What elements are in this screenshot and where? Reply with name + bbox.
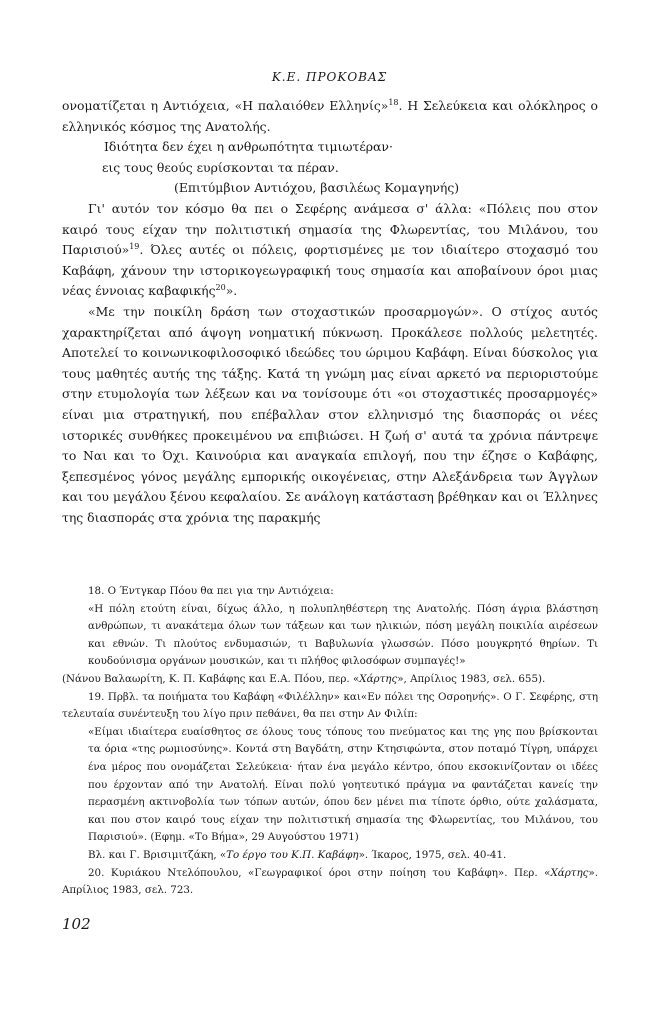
footnote-18: 18. Ο Έντγκαρ Πόου θα πει για την Αντιόχεια: (88, 585, 334, 597)
paragraph-3: «Με την ποικίλη δράση των στοχαστικών προσαρμογών». Ο στίχος αυτός χαρακτηρίζεται από άψογη νοηματική πύκνωση. Προκάλεσε πολλούς μελετητές. Αποτελεί το κοινωνικοφιλοσοφικό ιδεώδες του ώριμου Καβάφη. Είναι δύσκολος για τους μαθητές αυτής της τάξης. Κατά τη γνώμη μας είναι αρκετό να περιοριστούμε στην ετυμολογία των λέξεων και να τονίσουμε ότι «οι στοχαστικές προσαρμογές» είναι μια στρατηγική, που επέβαλλαν στον ελληνισμό της διασποράς οι νέες ιστορικές συνθήκες προκειμένου να επιβιώσει. Η ζωή σ' αυτά τα χρόνια πάντρεψε το Ναι και το Όχι. Καινούρια και αναγκαία επιλογή, που την έζησε ο Καβάφης, ξεπεσμένος γόνος μεγάλης εμπορικής οικογένειας, στην Αλεξάνδρεια των Άγγλων και του μεγάλου ξένου κεφαλαίου. Σε ανάλογη κατάσταση βρέθηκαν και οι Έλληνες της διασποράς στα χρόνια της παρακμής (62, 303, 598, 525)
running-header: Κ.Ε. ΠΡΟΚΟΒΑΣ (271, 70, 388, 84)
verse-attribution: (Επιτύμβιον Αντιόχου, βασιλέως Κομαγηνής) (174, 180, 460, 196)
footnote-ref-20[interactable]: 20 (215, 283, 226, 293)
footnote-19-quote: «Είμαι ιδιαίτερα ευαίσθητος σε όλους τους τόπους του πνεύματος και της γης που βρίσκονται τα όρια «της ρωμιοσύνης». Κοντά στη Βαγδάτη, στην Κτησιφώντα, στον ποταμό Τίγρη, υπάρχει ένα μέρος που ονομάζεται Σελεύκεια· ήταν ένα μεγάλο κέντρο, όπου εκσοκινίζονταν οι ιδέες που έρχονταν από την Ανατολή. Είναι πολύ γοητευτικό πράγμα να φαντάζεται κανείς την περασμένη ακτινοβολία των τόπων αυτών, όπου δεν μένει πια τίποτε όρθιο, ούτε χαλάσματα, και που στον καιρό τους είχαν την πολιτιστική σημασία της Φλωρεντίας, του Μιλάνου, του Παρισιού». (Εφημ. «Το Βήμα», 29 Αυγούστου 1971) (88, 725, 598, 844)
footnote-18-quote: «Η πόλη ετούτη είναι, δίχως άλλο, η πολυπληθέστερη της Ανατολής. Πόση άγρια βλάστηση ανθρώπων, τι ανακάτεμα όλων των τάξεων και των ηλικιών, πόση μεγάλη ποικιλία αιρέσεων και εθνών. Τι πλούτος ενδυμασιών, τι Βαβυλωνία γλωσσών. Πόσο μουγκρητό θηρίων. Τι κουδούνισμα οργάνων μουσικών, και τι πλήθος φιλοσόφων συμπαγές!» (88, 602, 598, 668)
footnote-ref-18[interactable]: 18 (388, 97, 399, 107)
verse-line-1: Ιδιότητα δεν έχει η ανθρωπότητα τιμιωτέραν· (104, 139, 393, 155)
main-text (62, 96, 598, 528)
paragraph-1: ονοματίζεται η Αντιόχεια, «Η παλαιόθεν Ελληνίς»$^{18}$. Η Σελεύκεια και ολόκληρος ο ελληνικός κόσμος της Ανατολής. (62, 97, 598, 134)
footnote-20: 20. Κυριάκου Ντελόπουλου, «Γεωγραφικοί όροι στην ποίηση του Καβάφη». Περ. «Χάρτης». Απρίλιος 1983, σελ. 723. (62, 866, 598, 897)
paragraph-2: Γι' αυτόν τον κόσμο θα πει ο Σεφέρης ανάμεσα σ' άλλα: «Πόλεις που στον καιρό τους είχαν την πολιτιστική σημασία της Φλωρεντίας, του Μιλάνου, του Παρισιού»$^{19}$. Όλες αυτές οι πόλεις, φορτισμένες με τον ιδιαίτερο στοχασμό του Καβάφη, χάνουν την ιστορικογεωγραφική τους σημασία και αποβαίνουν όροι μιας νέας έννοιας καβαφικής$^{20}$». (62, 200, 598, 299)
footnote-19: 19. Πρβλ. τα ποιήματα του Καβάφη «Φιλέλλην» και«Εν πόλει της Οσροηνής». Ο Γ. Σεφέρης, στη τελευταία συνέντευξη του λίγο πριν πεθάνει, θα πει στην Αν Φιλίπ: (62, 690, 598, 721)
footnotes (62, 583, 598, 900)
footnote-18-source: (Νάνου Βαλαωρίτη, Κ. Π. Καβάφης και Ε.Α. Πόου, περ. «Χάρτης», Απρίλιος 1983, σελ. 655). (62, 672, 546, 685)
footnote-19-reference: Βλ. και Γ. Βρισιμιτζάκη, «Το έργο του Κ.Π. Καβάφη». Ίκαρος, 1975, σελ. 40-41. (88, 848, 507, 861)
footnote-ref-19[interactable]: 19 (129, 242, 140, 252)
verse-line-2: εις τους θεούς ευρίσκονται τα πέραν. (102, 159, 339, 175)
page-number: 102 (62, 915, 91, 933)
